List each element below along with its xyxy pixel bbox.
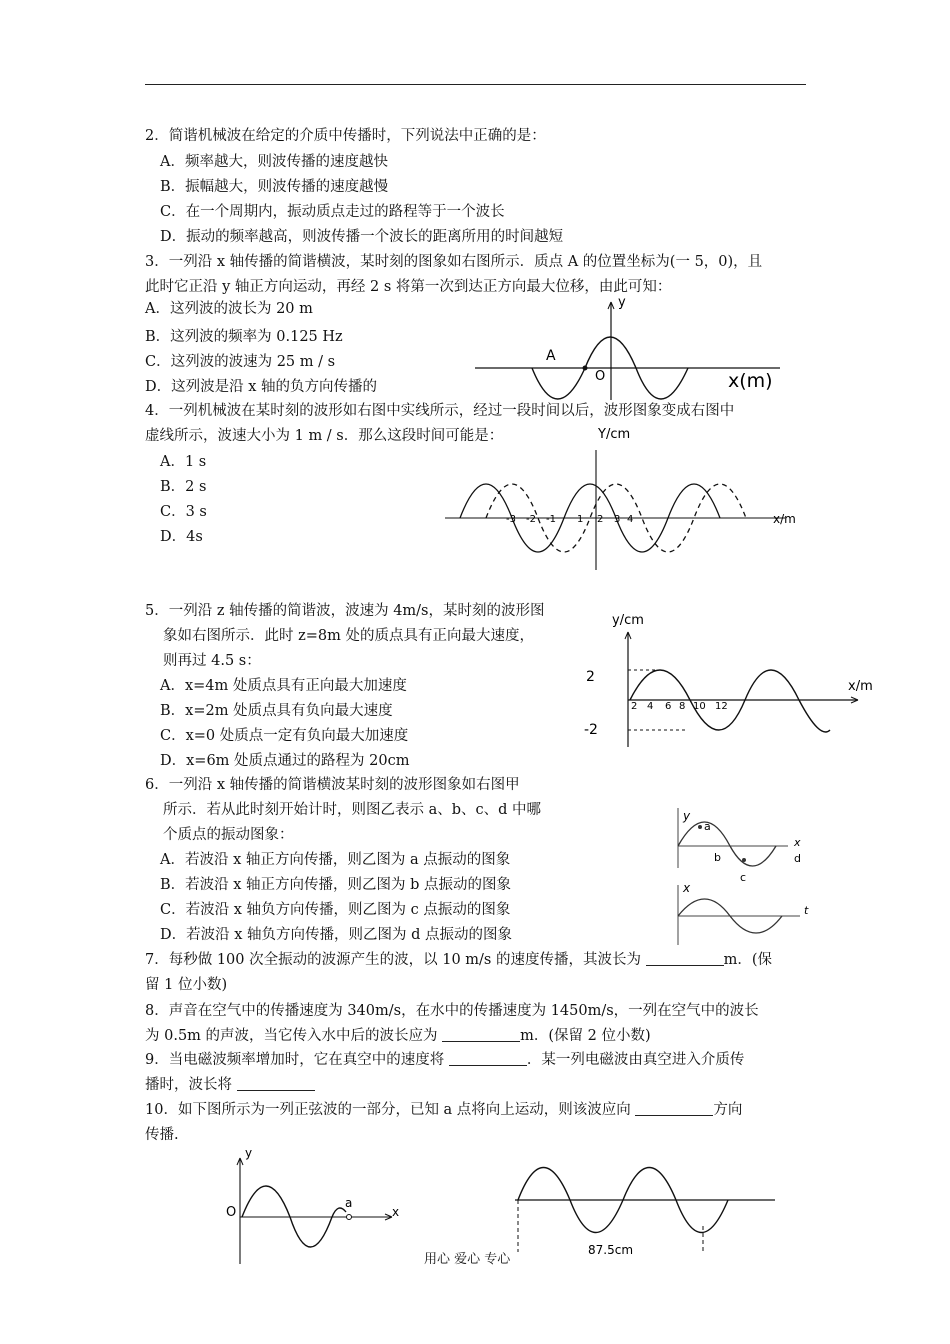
q9-text-a: 9．当电磁波频率增加时，它在真空中的速度将 xyxy=(145,1052,449,1068)
q6-point-c xyxy=(742,858,746,862)
q10-text-a: 10．如下图所示为一列正弦波的一部分，已知 a 点将向上运动，则该波应向 xyxy=(145,1102,636,1118)
q3-option-d: D．这列波是沿 x 轴的负方向传播的 xyxy=(145,379,378,395)
q9-text-c: 播时，波长将 xyxy=(145,1077,237,1093)
q8-line1: 8．声音在空气中的传播速度为 340m/s，在水中的传播速度为 1450m/s，一列在空气中的波长 xyxy=(145,1003,759,1019)
q3-y-label: y xyxy=(618,295,626,310)
q5-stem-line2: 象如右图所示．此时 z=8m 处的质点具有正向最大速度， xyxy=(163,628,534,644)
q6-option-a: A．若波沿 x 轴正方向传播，则乙图为 a 点振动的图象 xyxy=(160,852,511,868)
q3-stem-line2: 此时它正沿 y 轴正方向运动，再经 2 s 将第一次到达正方向最大位移，由此可知： xyxy=(145,279,672,295)
q2-option-d: D．振动的频率越高，则波传播一个波长的距离所用的时间越短 xyxy=(160,229,564,245)
q5-wave-curve xyxy=(630,670,830,732)
q5-option-d: D．x=6m 处质点通过的路程为 20cm xyxy=(160,753,410,769)
q6-fig1-y-label: y xyxy=(683,809,691,823)
q6-fig1-wave xyxy=(678,822,776,866)
q10-line1 xyxy=(145,1100,742,1120)
q6-option-d: D．若波沿 x 轴负方向传播，则乙图为 d 点振动的图象 xyxy=(160,927,513,943)
q4-stem-line1: 4．一列机械波在某时刻的波形如右图中实线所示，经过一段时间以后，波形图象变成右图中 xyxy=(145,403,735,419)
q6-fig2-t-label: t xyxy=(804,904,809,917)
q2-option-c: C．在一个周期内，振动质点走过的路程等于一个波长 xyxy=(160,204,505,220)
q5-ymin-label: -2 xyxy=(584,722,598,738)
q5-x-label: x/m xyxy=(848,679,873,694)
q4-tick-label: -2 xyxy=(526,514,536,525)
header-rule xyxy=(145,84,806,85)
q3-option-a: A．这列波的波长为 20 m xyxy=(145,301,313,317)
q5-tick-label: 6 xyxy=(665,701,672,712)
q10-fig1 xyxy=(220,1140,420,1270)
q6-fig2-y-label: x xyxy=(683,881,691,895)
q6-stem-line3: 个质点的振动图象： xyxy=(163,827,294,843)
q10-point-a xyxy=(347,1215,352,1220)
q4-option-d: D．4s xyxy=(160,529,203,545)
q3-origin-label: O xyxy=(595,369,606,384)
q7-line2: 留 1 位小数) xyxy=(145,977,228,993)
q9-line2 xyxy=(145,1075,315,1095)
q2-option-a: A．频率越大，则波传播的速度越快 xyxy=(160,154,388,170)
q8-answer-blank[interactable] xyxy=(442,1027,520,1042)
q4-tick-label: 4 xyxy=(627,514,634,525)
q7-text-b: m．(保 xyxy=(723,952,773,968)
q7-answer-blank[interactable] xyxy=(646,951,724,966)
q2-option-b: B．振幅越大，则波传播的速度越慢 xyxy=(160,179,389,195)
q6-c-label: c xyxy=(740,871,747,884)
q5-option-c: C．x=0 处质点一定有负向最大加速度 xyxy=(160,728,409,744)
q4-y-label: Y/cm xyxy=(598,427,631,442)
q3-wave-figure xyxy=(470,290,790,410)
q6-option-b: B．若波沿 x 轴正方向传播，则乙图为 b 点振动的图象 xyxy=(160,877,512,893)
q5-tick-label: 8 xyxy=(679,701,686,712)
q7-line1 xyxy=(145,950,772,970)
q4-tick-label: 3 xyxy=(614,514,621,525)
q5-tick-label: 4 xyxy=(647,701,654,712)
q6-stem-line1: 6．一列沿 x 轴传播的简谐横波某时刻的波形图象如右图甲 xyxy=(145,777,520,793)
q6-point-a xyxy=(698,825,702,829)
q5-wave-figure xyxy=(580,612,880,752)
q9-answer-blank-2[interactable] xyxy=(237,1076,315,1091)
q3-option-b: B．这列波的频率为 0.125 Hz xyxy=(145,329,343,345)
q5-stem-line1: 5．一列沿 z 轴传播的简谐波，波速为 4m/s，某时刻的波形图 xyxy=(145,603,545,619)
q4-option-b: B．2 s xyxy=(160,479,207,495)
q10-fig2 xyxy=(500,1160,790,1270)
q5-ymax-label: 2 xyxy=(586,669,595,685)
q5-tick-label: 2 xyxy=(631,701,638,712)
q4-x-label: x/m xyxy=(773,512,796,526)
page-footer: 用心 爱心 专心 xyxy=(424,1252,511,1267)
q8-text-b: m．(保留 2 位小数) xyxy=(520,1028,651,1044)
q3-x-label: x(m) xyxy=(728,370,773,392)
q3-point-a xyxy=(583,366,588,371)
q10-line2: 传播. xyxy=(145,1127,179,1143)
q3-a-label: A xyxy=(546,348,556,364)
q2-stem: 2．简谐机械波在给定的介质中传播时，下列说法中正确的是： xyxy=(145,128,546,144)
q4-tick-label: 1 xyxy=(577,514,584,525)
q9-answer-blank-1[interactable] xyxy=(449,1051,527,1066)
q5-stem-line3: 则再过 4.5 s： xyxy=(163,653,261,669)
q4-tick-label: 2 xyxy=(597,514,604,525)
q7-text-a: 7．每秒做 100 次全振动的波源产生的波，以 10 m/s 的速度传播，其波长为 xyxy=(145,952,646,968)
q5-option-a: A．x=4m 处质点具有正向最大加速度 xyxy=(160,678,407,694)
q4-option-c: C．3 s xyxy=(160,504,207,520)
q10-fig1-a-label: a xyxy=(345,1196,353,1210)
q6-wave-figure xyxy=(670,800,830,950)
q6-stem-line2: 所示．若从此时刻开始计时，则图乙表示 a、b、c、d 中哪 xyxy=(163,802,542,818)
q4-tick-label: -1 xyxy=(546,514,556,525)
q9-line1 xyxy=(145,1050,744,1070)
q6-fig1-x-label: x xyxy=(794,836,801,849)
q3-stem-line1: 3．一列沿 x 轴传播的简谐横波，某时刻的图象如右图所示．质点 A 的位置坐标为(一 5，0)，且 xyxy=(145,254,763,270)
q10-fig1-y-label: y xyxy=(245,1146,253,1160)
q8-line2 xyxy=(145,1026,651,1046)
q5-tick-label: 10 xyxy=(693,701,706,712)
q8-text-a: 为 0.5m 的声波，当它传入水中后的波长应为 xyxy=(145,1028,443,1044)
q5-y-label: y/cm xyxy=(612,613,644,628)
q3-option-c: C．这列波的波速为 25 m / s xyxy=(145,354,336,370)
q6-option-c: C．若波沿 x 轴负方向传播，则乙图为 c 点振动的图象 xyxy=(160,902,511,918)
q9-text-b: ．某一列电磁波由真空进入介质传 xyxy=(526,1052,745,1068)
q4-wave-figure xyxy=(440,420,810,580)
q10-fig2-distance-label: 87.5cm xyxy=(588,1243,634,1257)
q4-tick-label: -3 xyxy=(506,514,516,525)
q6-a-label: a xyxy=(704,820,711,833)
q10-fig1-x-label: x xyxy=(392,1205,400,1219)
q4-stem-line2: 虚线所示，波速大小为 1 m / s．那么这段时间可能是： xyxy=(145,428,504,444)
q6-d-label: d xyxy=(794,852,801,865)
q10-answer-blank[interactable] xyxy=(635,1101,713,1116)
q4-option-a: A．1 s xyxy=(160,454,207,470)
q10-text-b: 方向 xyxy=(713,1102,743,1118)
q6-b-label: b xyxy=(714,851,721,864)
q5-option-b: B．x=2m 处质点具有负向最大速度 xyxy=(160,703,393,719)
q5-tick-label: 12 xyxy=(715,701,728,712)
q10-fig1-origin-label: O xyxy=(226,1205,237,1220)
